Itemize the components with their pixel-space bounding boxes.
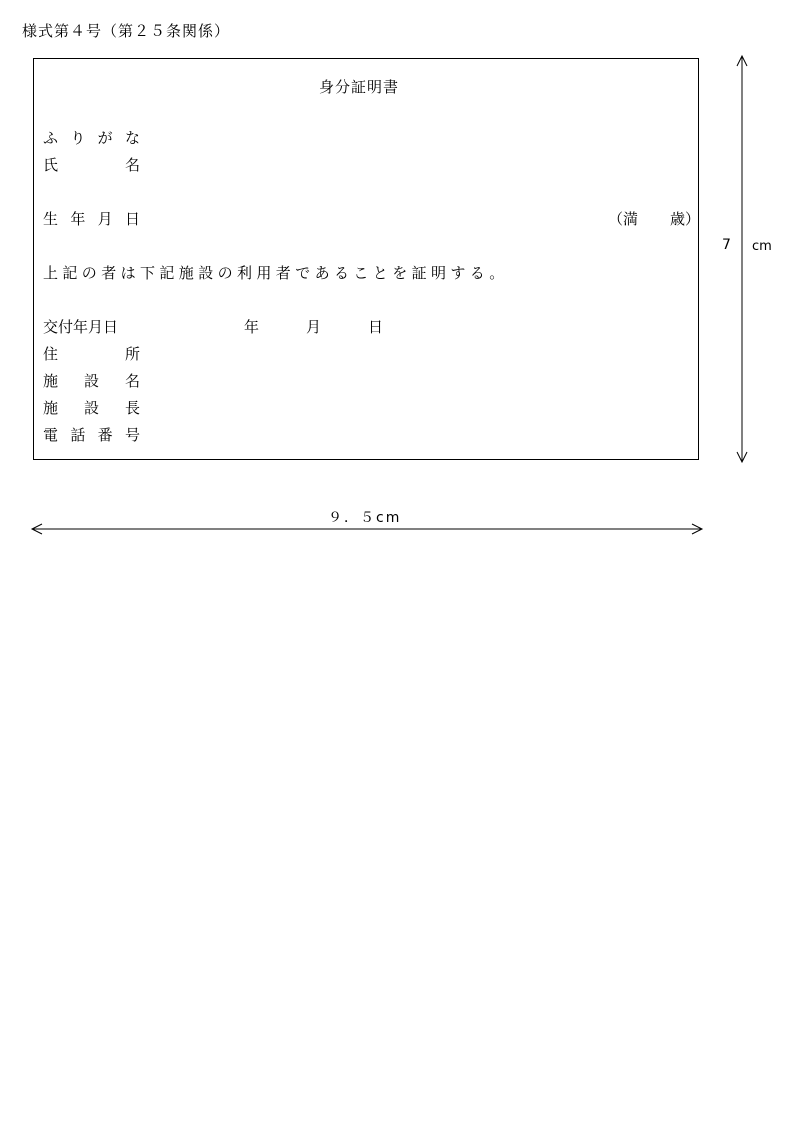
name-char: 名 (124, 156, 140, 174)
phone-char: 番 (97, 426, 113, 444)
issue-date-label: 交付年月日 (43, 318, 119, 336)
facility-name-char: 設 (83, 372, 99, 390)
height-dimension-arrow (732, 54, 752, 466)
certification-statement: 上記の者は下記施設の利用者であることを証明する。 (43, 264, 509, 282)
height-dimension-value: 7 (722, 237, 731, 253)
facility-head-label (43, 397, 140, 418)
name-char: 氏 (43, 156, 59, 174)
height-dimension-unit: cm (752, 239, 772, 254)
issue-year-label: 年 (244, 318, 260, 336)
name-label (43, 154, 140, 175)
address-char: 住 (43, 345, 59, 363)
birth-date-char: 生 (43, 210, 59, 228)
facility-head-char: 施 (43, 399, 59, 417)
birth-date-char: 年 (70, 210, 86, 228)
phone-char: 号 (124, 426, 140, 444)
facility-head-char: 長 (124, 399, 140, 417)
birth-date-label (43, 208, 140, 229)
address-label (43, 343, 140, 364)
facility-name-label (43, 370, 140, 391)
furigana-char: が (97, 129, 113, 147)
width-dimension-label: ９．５cm (328, 510, 402, 526)
card-title: 身分証明書 (319, 78, 400, 96)
phone-char: 電 (43, 426, 59, 444)
furigana-char: り (70, 129, 86, 147)
furigana-char: ふ (43, 129, 59, 147)
facility-head-char: 設 (83, 399, 99, 417)
id-certificate-card (33, 58, 699, 460)
width-dimension-arrow (30, 522, 706, 536)
form-number-header: 様式第４号（第２５条関係） (22, 22, 231, 40)
furigana-label (43, 127, 140, 148)
age-close-label: 歳） (670, 210, 701, 228)
address-char: 所 (124, 345, 140, 363)
age-open-label: （満 (608, 210, 639, 228)
issue-month-label: 月 (306, 318, 322, 336)
furigana-char: な (124, 129, 140, 147)
issue-day-label: 日 (368, 318, 384, 336)
age-field (608, 208, 700, 229)
phone-char: 話 (70, 426, 86, 444)
phone-number-label (43, 424, 140, 445)
birth-date-char: 日 (124, 210, 140, 228)
facility-name-char: 施 (43, 372, 59, 390)
birth-date-char: 月 (97, 210, 113, 228)
facility-name-char: 名 (124, 372, 140, 390)
